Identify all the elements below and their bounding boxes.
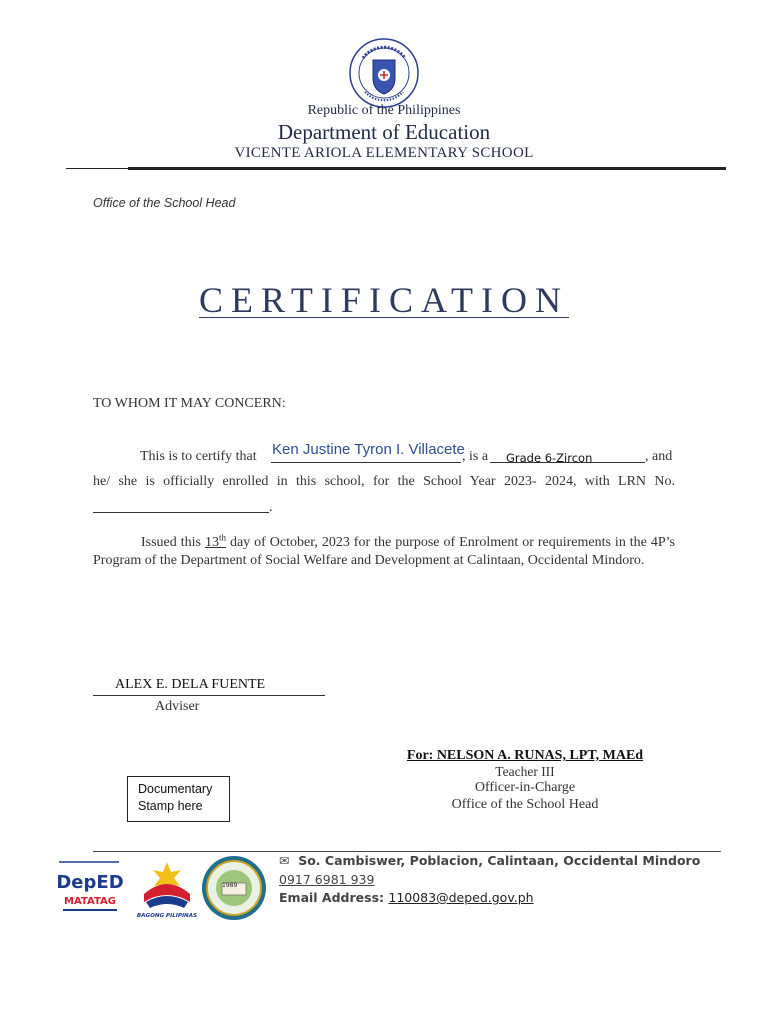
name-blank-line xyxy=(271,462,461,463)
title-letter: I xyxy=(368,280,389,320)
bagong-pilipinas-text: BAGONG PILIPINAS xyxy=(136,913,198,919)
title-letter: E xyxy=(231,280,262,320)
certify-text: This is to certify that xyxy=(140,449,257,464)
school-head-position: Teacher III xyxy=(495,764,555,779)
title-letter: C xyxy=(199,280,232,320)
footer-divider xyxy=(93,851,721,852)
title-letter: I xyxy=(320,280,341,320)
school-seal-logo xyxy=(200,855,268,921)
header-divider-thin xyxy=(66,168,128,169)
title-letter: A xyxy=(420,280,451,320)
deped-seal-logo xyxy=(349,38,419,108)
footer-email-link[interactable]: 110083@deped.gov.ph xyxy=(388,890,534,905)
header-divider xyxy=(128,167,726,170)
office-label: Office of the School Head xyxy=(93,196,236,210)
enrollment-text: he/ she is officially enrolled in this school, for the School Year 2023- 2024, with LRN No. xyxy=(93,474,675,489)
salutation: TO WHOM IT MAY CONCERN: xyxy=(93,396,286,411)
footer-address-text: So. Cambiswer, Poblacion, Calintaan, Occidental Mindoro xyxy=(298,853,701,868)
school-head-name: For: NELSON A. RUNAS, LPT, MAEd xyxy=(406,748,644,763)
school-name: VICENTE ARIOLA ELEMENTARY SCHOOL xyxy=(234,145,534,161)
footer-phone[interactable]: 0917 6981 939 xyxy=(279,872,375,887)
title-letter: N xyxy=(534,280,569,320)
footer-address xyxy=(279,853,700,868)
school-head-office: Office of the School Head xyxy=(451,797,599,812)
republic-heading: Republic of the Philippines xyxy=(307,103,461,118)
documentary-stamp-label: Documentary Stamp here xyxy=(138,782,213,813)
title-letter: O xyxy=(500,280,535,320)
adviser-signature-line xyxy=(93,695,325,696)
mail-icon: ✉ xyxy=(279,853,290,868)
title-letter: R xyxy=(261,280,291,320)
deped-logo-text: DepED xyxy=(56,872,124,893)
footer-email xyxy=(279,890,534,905)
title-letter: C xyxy=(388,280,421,320)
issued-day-number: 13 xyxy=(204,535,219,550)
issued-rest-text: day of October, 2023 for the purpose of Enrolment or requirements in the 4P’s Program of the Department of Social Welfare and Development at Calintaan, Occidental Mindoro. xyxy=(93,535,676,568)
issued-text: Issued this xyxy=(141,535,201,550)
grade-section: Grade 6-Zircon xyxy=(506,451,593,465)
certification-title xyxy=(0,279,768,321)
title-letter: T xyxy=(450,280,481,320)
deped-matatag-logo xyxy=(55,860,125,916)
school-head-designation: Officer-in-Charge xyxy=(474,780,576,795)
title-letter: F xyxy=(340,280,369,320)
adviser-name: ALEX E. DELA FUENTE xyxy=(115,677,266,692)
lrn-period: . xyxy=(269,500,273,515)
title-letter: T xyxy=(290,280,321,320)
matatag-logo-text: MATATAG xyxy=(64,896,116,907)
school-seal-year: 1989 xyxy=(222,882,238,889)
is-a-text: , is a xyxy=(462,449,489,464)
bagong-pilipinas-logo xyxy=(132,856,202,920)
lrn-blank-line xyxy=(93,512,269,513)
and-text: , and xyxy=(645,449,673,464)
adviser-role: Adviser xyxy=(155,699,200,714)
footer-email-label: Email Address: xyxy=(279,890,385,905)
issued-paragraph xyxy=(93,534,675,570)
student-name: Ken Justine Tyron I. Villacete xyxy=(272,441,465,458)
title-letter: I xyxy=(480,280,501,320)
department-heading: Department of Education xyxy=(277,120,491,144)
issued-day xyxy=(204,532,226,550)
issued-day-suffix: th xyxy=(218,532,226,543)
